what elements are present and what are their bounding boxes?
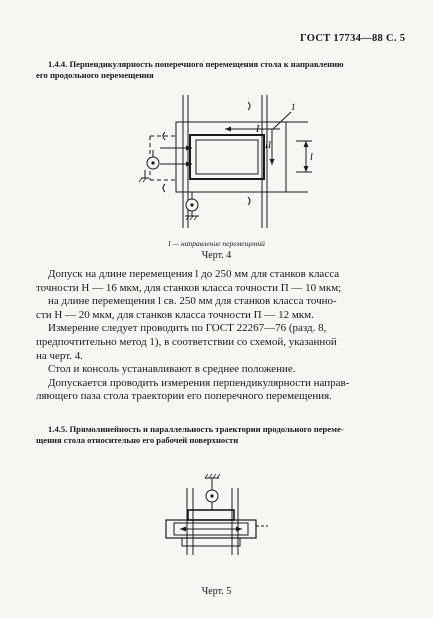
figure-4-caption: Черт. 4: [201, 250, 232, 261]
figure-5-caption: Черт. 5: [201, 586, 232, 597]
body-line-1: Допуск на длине перемещения l до 250 мм для станков класса: [48, 268, 340, 280]
body-line-5: Измерение следует проводить по ГОСТ 22267—76 (разд. 8,: [48, 322, 327, 335]
label-II: II: [265, 140, 271, 150]
label-I: I: [256, 124, 260, 135]
body-line-10: ляющего паза стола траектории его поперечного перемещения.: [36, 390, 332, 403]
section-1-4-4-line1: 1.4.4. Перпендикулярность поперечного перемещения стола к направлению: [48, 59, 344, 69]
figure-4-legend: I — направление перемещений: [168, 239, 265, 248]
section-1-4-5-line1: 1.4.5. Прямолинейность и параллельность траектории продольного переме-: [48, 424, 344, 434]
page-header: ГОСТ 17734—88 С. 5: [300, 33, 406, 44]
label-one: 1: [291, 102, 296, 112]
body-line-3: на длине перемещения l св. 250 мм для станков класса точно-: [48, 295, 337, 308]
label-l-dimension: l: [310, 152, 313, 163]
section-1-4-4-line2: его продольного перемещения: [36, 69, 154, 80]
section-1-4-5-line2: щения стола относительно его рабочей поверхности: [36, 434, 239, 445]
body-line-6: предпочтительно метод 1), в соответствии со схемой, указанной: [36, 335, 337, 348]
body-line-8: Стол и консоль устанавливают в среднее положение.: [48, 363, 296, 376]
body-line-7: на черт. 4.: [36, 349, 84, 362]
body-line-2: точности Н — 16 мкм, для станков класса точности П — 10 мкм;: [36, 281, 342, 294]
body-line-4: сти Н — 20 мкм, для станков класса точности П — 12 мкм.: [36, 308, 314, 321]
body-line-9: Допускается проводить измерения перпендикулярности направ-: [48, 376, 350, 389]
